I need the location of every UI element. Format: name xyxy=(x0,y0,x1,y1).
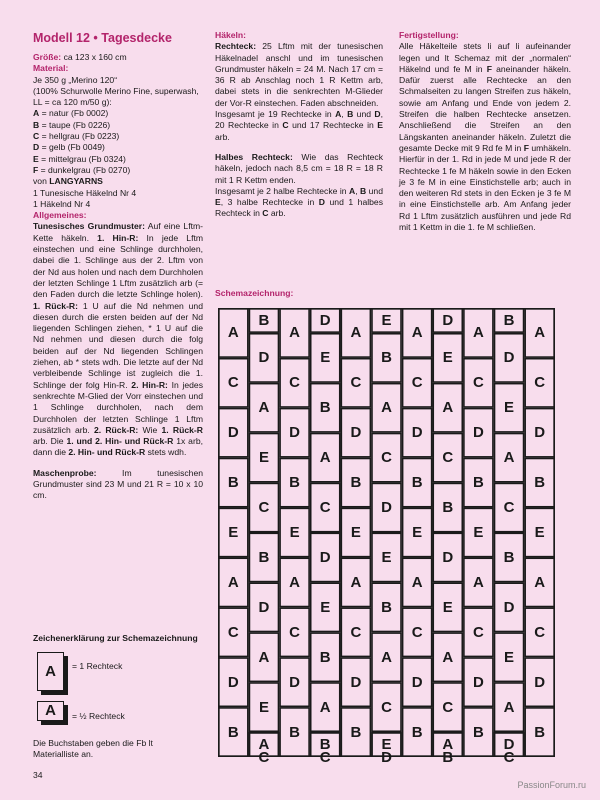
material-line-2: (100% Schurwolle Merino Fine, superwash, xyxy=(33,85,199,96)
schema-cell-letter: A xyxy=(289,324,300,342)
schema-cell-letter: B xyxy=(319,648,331,666)
schema-cell-letter: B xyxy=(258,548,270,566)
color-f: F = dunkelgrau (Fb 0270) xyxy=(33,164,131,175)
schema-cell-letter: D xyxy=(319,548,331,566)
schema-cell-letter: C xyxy=(503,499,515,517)
schema-cell-letter: A xyxy=(227,573,239,591)
schema-cell-letter: B xyxy=(472,474,484,492)
schema-cell-letter: D xyxy=(350,673,362,691)
schema-cell-letter: E xyxy=(442,598,453,616)
schema-cell-letter: E xyxy=(381,311,392,329)
schema-cell-letter: D xyxy=(534,424,546,442)
schema-cell-letter: A xyxy=(227,324,239,342)
schema-cell-letter: D xyxy=(258,349,270,367)
haekeln-heading: Häkeln: xyxy=(215,30,247,40)
material-line-1: Je 350 g „Merino 120“ xyxy=(33,74,118,85)
schema-cell-letter: B xyxy=(289,474,300,492)
schema-cell-letter: A xyxy=(381,399,392,417)
size-label: Größe: xyxy=(33,52,62,62)
rechteck-count: Insgesamt je 19 Rechtecke in A, B und D, 20 Rechtecke in C und 17 Rechtecke in E arb. xyxy=(215,109,383,142)
schema-cell-letter: B xyxy=(227,723,239,741)
legend-full-text: = 1 Rechteck xyxy=(72,661,123,671)
color-b: B = taupe (Fb 0226) xyxy=(33,119,111,130)
schema-cell-letter: E xyxy=(412,524,423,541)
size-value: ca 123 x 160 cm xyxy=(63,52,127,62)
schema-cell-letter: E xyxy=(381,736,392,754)
schema-cell-letter: B xyxy=(381,349,392,367)
schema-cell-letter: C xyxy=(381,449,392,467)
schema-cell-letter: C xyxy=(289,374,300,392)
schema-cell-letter: C xyxy=(472,374,484,392)
page-number: 34 xyxy=(33,770,43,780)
schema-cell-letter: E xyxy=(289,524,300,541)
schema-cell-letter: C xyxy=(503,748,515,766)
schema-cell-letter: A xyxy=(472,573,484,591)
schema-cell-letter: B xyxy=(411,474,423,492)
schema-cell-letter: C xyxy=(227,374,239,392)
schema-cell-letter: D xyxy=(442,548,454,566)
schema-cell-letter: C xyxy=(289,623,300,641)
schema-cell-letter: D xyxy=(472,424,484,442)
right-column xyxy=(399,30,571,233)
size-line xyxy=(33,52,203,63)
schema-cell-letter: A xyxy=(442,648,454,666)
brand-line: von LANGYARNS xyxy=(33,176,103,187)
schema-cell-letter: B xyxy=(442,499,454,517)
schema-cell-letter: C xyxy=(411,374,423,392)
legend-heading: Zeichenerklärung zur Schemazeichnung xyxy=(33,633,198,643)
schema-cell-letter: B xyxy=(289,723,300,741)
schema-cell-letter: A xyxy=(411,324,423,342)
schema-cell-letter: C xyxy=(350,623,362,641)
schema-cell-letter: C xyxy=(411,623,423,641)
schema-cell-letter: C xyxy=(534,374,546,392)
schema-cell-letter: A xyxy=(258,648,270,666)
schema-cell-letter: A xyxy=(411,573,423,591)
schema-cell-letter: A xyxy=(442,399,454,417)
schema-cell-letter: B xyxy=(319,736,331,754)
left-column xyxy=(33,30,203,502)
schema-cell-letter: D xyxy=(350,424,362,442)
halbes-rechteck-count: Insgesamt je 2 halbe Rechtecke in A, B und E, 3 halbe Rechtecke in D und 1 halbes Rechteck in C arb. xyxy=(215,185,383,219)
schema-cell-letter: A xyxy=(258,399,270,417)
schema-cell-letter: A xyxy=(534,324,546,342)
schema-cell-letter: B xyxy=(472,723,484,741)
schema-cell-letter: E xyxy=(258,698,269,716)
schema-cell-letter: C xyxy=(381,698,392,716)
legend-half-text: = ½ Rechteck xyxy=(72,711,125,721)
schema-cell-letter: E xyxy=(473,524,484,541)
schema-chart xyxy=(218,308,555,766)
schema-grid xyxy=(218,308,555,757)
schema-cell-letter: D xyxy=(258,598,270,616)
schema-cell-letter: E xyxy=(228,524,239,541)
schema-cell-letter: E xyxy=(504,399,515,417)
schema-cell-letter: D xyxy=(319,311,331,329)
schema-cell-letter: E xyxy=(442,349,453,367)
schema-cell-letter: B xyxy=(503,311,515,329)
material-line-3: LL = ca 120 m/50 g): xyxy=(33,97,112,108)
schema-cell-letter: A xyxy=(258,736,270,754)
halbes-rechteck-instructions: Halbes Rechteck: Wie das Rechteck häkeln, jedoch nach 8,5 cm = 18 R = 18 R mit 1 R Kettm enden. xyxy=(215,151,383,185)
schema-cell-letter: A xyxy=(503,698,515,716)
schema-cell-letter: B xyxy=(258,311,270,329)
schema-cell-letter: A xyxy=(503,449,515,467)
schema-cell-letter: E xyxy=(350,524,361,541)
schema-cell-letter: D xyxy=(227,424,239,442)
schema-cell-letter: E xyxy=(381,548,392,566)
schema-cell-letter: B xyxy=(503,548,515,566)
schema-cell-letter: C xyxy=(258,748,270,766)
schema-cell-letter: D xyxy=(534,673,546,691)
schema-cell-letter: B xyxy=(350,474,362,492)
color-a: A = natur (Fb 0002) xyxy=(33,108,109,119)
schema-cell-letter: C xyxy=(319,748,331,766)
schema-cell-letter: A xyxy=(381,648,392,666)
hook-1: 1 Tunesische Häkelnd Nr 4 xyxy=(33,187,137,198)
schema-cell-letter: D xyxy=(442,311,454,329)
schema-cell-letter: A xyxy=(289,573,300,591)
schema-cell-letter: E xyxy=(534,524,545,541)
schema-cell-letter: E xyxy=(320,349,331,367)
schema-cell-letter: D xyxy=(381,748,392,766)
schema-cell-letter: C xyxy=(319,499,331,517)
schema-cell-letter: D xyxy=(411,673,423,691)
schema-cell-letter: B xyxy=(534,723,546,741)
schema-cell-letter: E xyxy=(258,449,269,467)
schema-cell-letter: C xyxy=(472,623,484,641)
fertigstellung-heading: Fertigstellung: xyxy=(399,30,459,40)
color-c: C = hellgrau (Fb 0223) xyxy=(33,131,120,142)
hook-2: 1 Häkelnd Nr 4 xyxy=(33,198,91,209)
pattern-instructions: Tunesisches Grundmuster: Auf eine Lftm-Kette häkeln. 1. Hin-R: In jede Lftm einstechen und eine Schlinge durchholen, dabei die 1. Schlinge aus der 2. Lftm von der Nd aus holen und nach dem Durchholen der letzten Schlinge 1 Lftm zusätzlich arb (= den Faden durch die letzte Schlinge holen). 1. Rück-R: 1 U auf die Nd nehmen und diesen durch die ersten beiden auf der Nd liegenden Schlingen ziehen, * 1 U auf die Nd nehmen und diesen durch die folg beiden auf der Nd liegenden Schlingen ziehen, ab * stets wdh. Die letzte auf der Nd verbleibende Schlinge ist zugleich die 1. Schlinge der folg Hin-R. 2. Hin-R: In jedes senkrechte M-Glied der Vorr einstechen und 1 Schlinge durchholen, nach dem Durchholen der letzten Schlinge 1 Lftm zusätzlich arb. 2. Rück-R: Wie 1. Rück-R arb. Die 1. und 2. Hin- und Rück-R 1x arb, dann die 2. Hin- und Rück-R stets wdh. xyxy=(33,221,204,458)
schema-cell-letter: A xyxy=(350,324,362,342)
schema-cell-letter: C xyxy=(534,623,546,641)
rechteck-instructions: Rechteck: 25 Lftm mit der tunesischen Häkelnadel anschl und im tunesischen Grundmuster häkeln = 24 M. Nach 17 cm = 36 R ab Anschlag noch 1 R Kettm arb, dabei stets in die senkrechten M-Glieder der Vor-R einstechen. Faden abschneiden. xyxy=(215,41,383,108)
schema-cell-letter: B xyxy=(319,399,331,417)
schema-cell-letter: C xyxy=(442,698,454,716)
schema-cell-letter: D xyxy=(503,736,515,754)
schema-cell-letter: E xyxy=(320,598,331,616)
schema-cell-letter: D xyxy=(472,673,484,691)
schema-cell-letter: A xyxy=(442,736,454,754)
watermark: PassionForum.ru xyxy=(517,780,586,790)
schema-cell-letter: E xyxy=(504,648,515,666)
page-title: Modell 12 • Tagesdecke xyxy=(33,31,172,45)
schema-cell-letter: A xyxy=(472,324,484,342)
schema-cell-letter: A xyxy=(319,698,331,716)
schema-cell-letter: D xyxy=(411,424,423,442)
gauge: Maschenprobe: Im tunesischen Grundmuster sind 23 M und 21 R = 10 x 10 cm. xyxy=(33,467,203,501)
schema-cell-letter: B xyxy=(350,723,362,741)
color-e: E = mittelgrau (Fb 0324) xyxy=(33,153,126,164)
schema-cell-letter: D xyxy=(289,673,300,691)
schema-cell-letter: C xyxy=(350,374,362,392)
schema-cell-letter: B xyxy=(227,474,239,492)
schema-cell-letter: B xyxy=(442,748,454,766)
schema-cell-letter: D xyxy=(381,499,392,517)
schema-cell-letter: C xyxy=(442,449,454,467)
schema-cell-letter: D xyxy=(503,598,515,616)
schema-cell-letter: C xyxy=(258,499,270,517)
schema-cell-letter: D xyxy=(503,349,515,367)
middle-column xyxy=(215,30,383,220)
material-heading: Material: xyxy=(33,63,69,74)
schema-heading: Schemazeichnung: xyxy=(215,288,294,298)
color-d: D = gelb (Fb 0049) xyxy=(33,142,105,153)
schema-cell-letter: D xyxy=(227,673,239,691)
schema-cell-letter: A xyxy=(534,573,546,591)
schema-cell-letter: B xyxy=(381,598,392,616)
schema-cell-letter: B xyxy=(411,723,423,741)
schema-cell-letter: A xyxy=(319,449,331,467)
schema-cell-letter: D xyxy=(289,424,300,442)
schema-cell-letter: A xyxy=(350,573,362,591)
legend-full-letter: A xyxy=(45,663,56,680)
legend-half-letter: A xyxy=(45,702,56,719)
allgemeines-heading: Allgemeines: xyxy=(33,210,87,221)
schema-cell-letter: B xyxy=(534,474,546,492)
fertigstellung-text: Alle Häkelteile stets li auf li aufeinander legen und lt Schemaz mit der „normalen“ Häkelnd und fe M in F aneinander häkeln. Dafür zuerst alle Rechtecke an den Schmalseiten zu langen Streifen zus häkeln, sowie am Anfang und Ende von jedem 2. Streifen die halben Rechtecke ansetzen. Anschließend die Streifen an den Längskanten aneinander häkeln. Zuletzt die gesamte Decke mit 9 Rd fe M in F umhäkeln. Hierfür in der 1. Rd in jede M und jede R der Rechtecke 1 fe M häkeln sowie in den Ecken je 3 fe M in eine Einstichstelle arb; auch in den weiteren Rd stets in den Ecken je 3 fe M in eine Einstichstelle arb. Am Anfang jeder Rd 1 Lftm zusätzlich ausführen und jede Rd mit 1 Kettm in die 1. fe M schließen. xyxy=(399,41,571,233)
legend-note: Die Buchstaben geben die Fb lt Materialliste an. xyxy=(33,738,153,760)
schema-cell-letter: C xyxy=(227,623,239,641)
